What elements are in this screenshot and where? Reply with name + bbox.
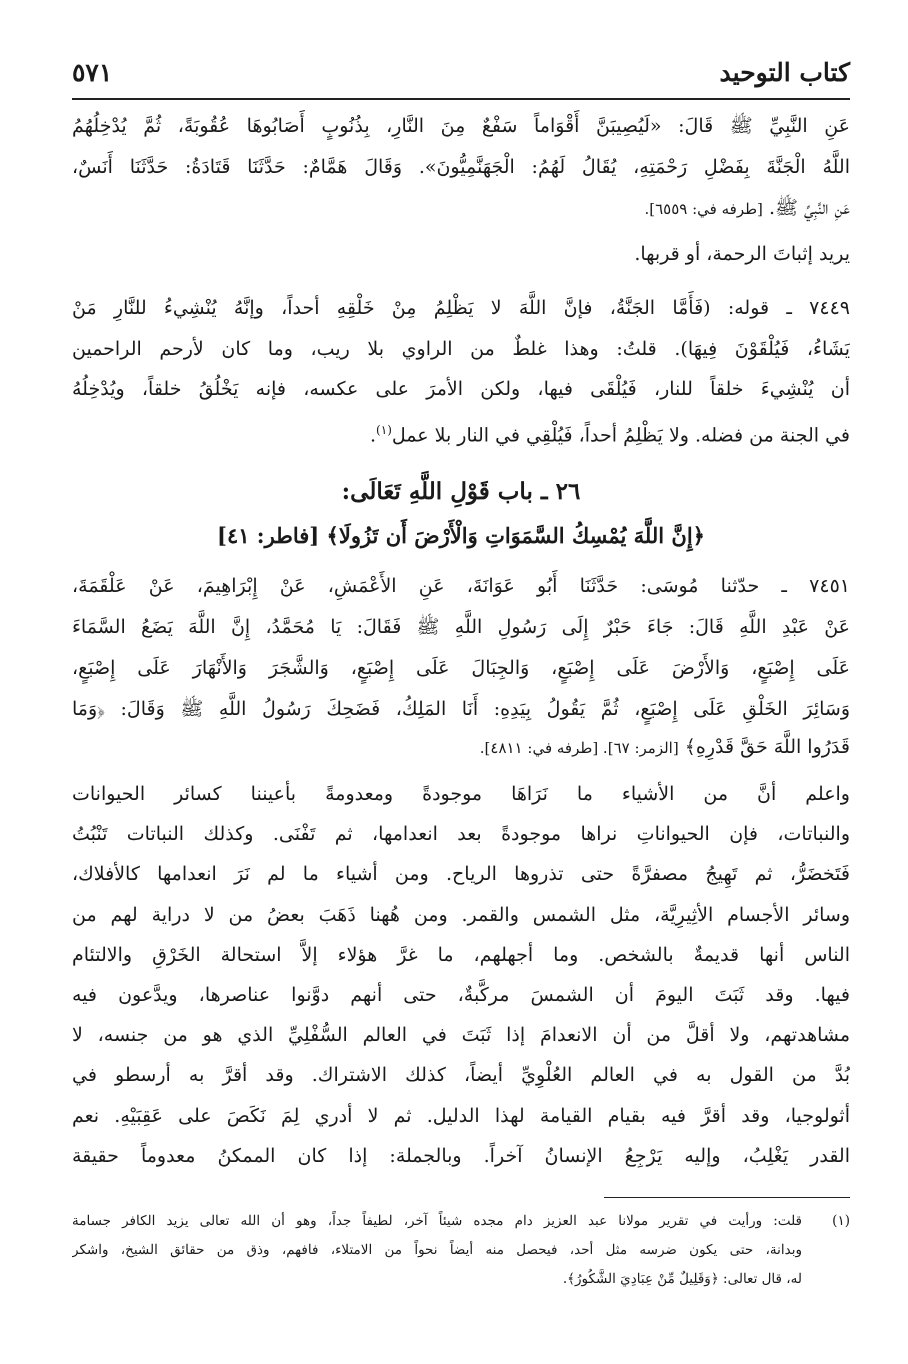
footnotes	[72, 1207, 850, 1294]
text-line: في الجنة من فضله. ولا يَظْلِمُ أحداً، فَيُلْقِي في النار بلا عمل$^{(١)}$.	[370, 422, 850, 446]
text-line: وسائر الأجسام الأثِيرِيَّة، مثل الشمس والقمر. ومن هُهنا ذَهَبَ بعضُ من لا دراية لهم من	[72, 903, 850, 926]
text-line: واعلم أنَّ من الأشياء ما نَرَاهَا موجودةً ومعدومةً بأعيننا كسائر الحيوانات	[72, 783, 850, 805]
text-line: أثولوجيا، وقد أقرَّ فيه بقيام القيامة لهذا الدليل. ثم لا أدري لِمَ نَكَصَ على عَقِبَيْهِ. نعم	[72, 1104, 850, 1127]
footnote-divider	[604, 1197, 850, 1198]
text-line: اللَّهُ الْجَنَّةَ بِفَضْلِ رَحْمَتِهِ، يُقَالُ لَهُمُ: الْجَهَنَّمِيُّونَ». وَقَالَ هَمَّامٌ: حَدَّثَنَا قَتَادَةُ: حَدَّثَنَا أَنَسٌ،	[72, 156, 850, 178]
page-header	[72, 52, 850, 100]
footnote-marker[interactable]: (١)	[376, 422, 392, 437]
footnote-line	[72, 1207, 850, 1236]
cross-reference: [الزمر: ٦٧]. [طرفه في: ٤٨١١].	[479, 739, 679, 757]
footnote-line: وبدانة، حتى يكون ضرسه مثل أحد، فيحصل منه أيضاً نحواً من الامتلاء، فافهم، وذق من حقائق الشيخ، واشكر	[72, 1242, 802, 1258]
text-line: يريد إثباتَ الرحمة، أو قربها.	[634, 243, 850, 265]
text-line	[72, 730, 850, 764]
commentary-7450	[72, 234, 850, 275]
text-line: عَلَى إِصْبَعٍ، وَالأَرْضَ عَلَى إِصْبَعٍ، وَالجِبَالَ عَلَى إِصْبَعٍ، وَالشَّجَرَ وَالأَنْهَارَ عَلَى إِصْبَعٍ،	[72, 657, 850, 679]
page-number: ٥٧١	[72, 58, 113, 87]
text-line: والنباتات، فإن الحيواناتِ نراها موجودةً بعد انعدامها، ثم تَفْنَى. وكذلك النباتات تَنْبُتُ	[72, 823, 850, 846]
chapter-title: ٢٦ ـ باب قَوْلِ اللَّهِ تَعَالَى:	[341, 478, 581, 505]
footnote-text: قلت: ورأيت في تقرير مولانا عبد العزيز دام مجده شيئاً آخر، لطيفاً جداً، وهو أن الله تعالى يزيد الكافر جسامة	[72, 1213, 802, 1229]
hadith-7451-text	[72, 566, 850, 764]
hadith-text: قَدَرُوا اللَّهَ حَقَّ قَدْرِهِ﴾	[684, 736, 850, 758]
text-line: ٧٤٤٩ ـ قوله: (فَأَمَّا الجَنَّةُ، فإنَّ اللَّهَ لا يَظْلِمُ مِنْ خَلْقِهِ أحداً، وإنَّهُ يُنْشِيءُ للنَّارِ مَنْ	[72, 297, 850, 319]
hadith-text: عَنِ النَّبِيِّ ﷺ.	[768, 197, 850, 219]
text-line: يَشَاءُ، فَيُلْقَوْنَ فِيهَا). قلتُ: وهذا غلطٌ من الراوي بلا ريب، وما كان لأرحم الراحمين	[72, 337, 850, 360]
text-line: ٧٤٥١ ـ حدّثنا مُوسَى: حَدَّثَنَا أَبُو عَوَانَةَ، عَنِ الأَعْمَشِ، عَنْ إِبْرَاهِيمَ، عَنْ عَلْقَمَةَ،	[72, 575, 850, 597]
text-line: بُدَّ من القول به في العالم العُلْوِيِّ أيضاً، كذلك الاشتراك. وقد أقرَّ به أرسطو في	[72, 1064, 850, 1087]
text-line: مشاهدتهم، ولا أقلَّ من أن الانعدامَ إذا ثَبَتَ في العالم السُّفْلِيِّ الذي هو من جنسه، لا	[72, 1024, 850, 1047]
commentary-7451	[72, 774, 850, 1176]
footnote-number: (١)	[832, 1213, 850, 1229]
commentary-7449	[72, 288, 850, 450]
text-line: فَتَخضَرُّ، ثم تَهِيجُ مصفرَّةً حتى تذروها الرياح. ومن أشياء ما لم نَرَ انعدامها كالأفلاك،	[72, 863, 850, 886]
commentary-text: في الجنة من فضله. ولا يَظْلِمُ أحداً، فَيُلْقِي في النار بلا عمل	[391, 423, 850, 446]
hadith-7450-text	[72, 106, 850, 229]
text-line: عَنِ النَّبِيِّ ﷺ قَالَ: «لَيُصِيبَنَّ أَقْوَاماً سَفْعٌ مِنَ النَّارِ، بِذُنُوبٍ أَصَابُوهَا عُقُوبَةً، ثُمَّ يُدْخِلُهُمُ	[72, 115, 850, 137]
chapter-verse: ﴿إِنَّ اللَّهَ يُمْسِكُ السَّمَوَاتِ وَالْأَرْضَ أَن تَزُولَا﴾ [فاطر: ٤١]	[217, 523, 705, 548]
book-title: كتاب التوحيد	[719, 58, 850, 87]
text-line: الناس أنها قديمةٌ بالشخص. وما أجهلهم، ما غرَّ هؤلاء إلاَّ استحالة الخَرْقِ والالتئام	[72, 943, 850, 966]
cross-reference: [طرفه في: ٦٥٥٩].	[644, 200, 763, 218]
text-line: فيها. وقد ثَبَتَ اليومَ أن الشمسَ مركَّبةٌ، حتى أنهم دوَّنوا عناصرها، ويدَّعون فيه	[72, 983, 850, 1006]
text-line	[72, 188, 850, 229]
text-line: أن يُنْشِيءَ خلقاً للنار، فَيُلْقَى فيها، ولكن الأمرَ على عكسه، فإنه يَخْلُقُ خلقاً، ويُدْخِلُهُ	[72, 378, 850, 400]
text-line: القدر يَغْلِبُ، وإليه يَرْجِعُ الإنسانُ آخراً. وبالجملة: إذا كان الممكنُ معدوماً حقيقة	[72, 1144, 850, 1167]
footnote-line: له، قال تعالى: ﴿وَقَلِيلٌ مِّنْ عِبَادِيَ الشَّكُورُ﴾.	[562, 1271, 802, 1287]
text-line: وَسَائِرَ الخَلْقِ عَلَى إِصْبَعٍ، ثُمَّ يَقُولُ بِيَدِهِ: أَنَا المَلِكُ، فَضَحِكَ رَسُولُ اللَّهِ ﷺ وَقَالَ: ﴿وَمَا	[72, 698, 850, 720]
text-line: عَنْ عَبْدِ اللَّهِ قَالَ: جَاءَ حَبْرٌ إِلَى رَسُولِ اللَّهِ ﷺ فَقَالَ: يَا مُحَمَّدُ، إِنَّ اللَّهَ يَضَعُ السَّمَاءَ	[72, 616, 850, 638]
